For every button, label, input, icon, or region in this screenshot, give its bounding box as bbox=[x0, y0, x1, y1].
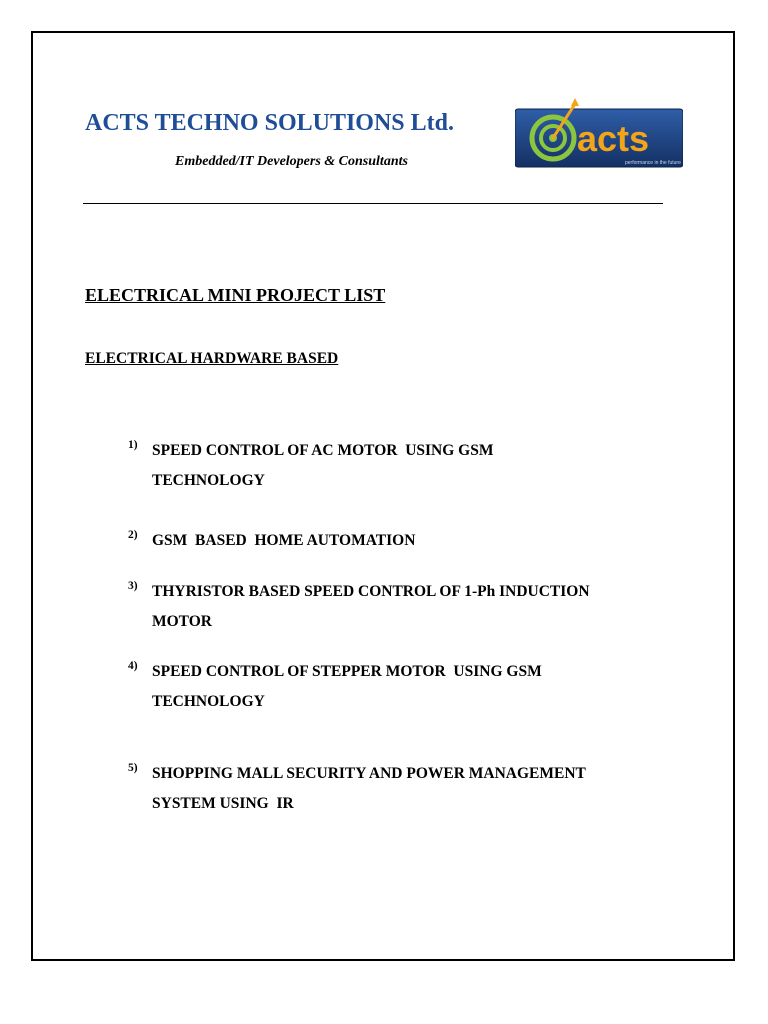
list-item bbox=[128, 577, 668, 637]
list-item-number: 4) bbox=[128, 660, 138, 672]
company-tagline: Embedded/IT Developers & Consultants bbox=[175, 154, 408, 169]
list-item bbox=[128, 657, 668, 717]
logo-slogan: performance in the future bbox=[625, 160, 681, 166]
document-title: ELECTRICAL MINI PROJECT LIST bbox=[85, 285, 386, 305]
list-item-text: SPEED CONTROL OF AC MOTOR USING GSM TECHNOLOGY bbox=[152, 442, 494, 489]
list-item bbox=[128, 436, 668, 496]
list-item-number: 5) bbox=[128, 762, 138, 774]
list-item-number: 1) bbox=[128, 439, 138, 451]
list-item-text: SHOPPING MALL SECURITY AND POWER MANAGEMENT SYSTEM USING IR bbox=[152, 765, 586, 812]
list-item-text: THYRISTOR BASED SPEED CONTROL OF 1-Ph INDUCTION MOTOR bbox=[152, 583, 590, 630]
list-item bbox=[128, 759, 668, 819]
logo-wordmark: acts bbox=[577, 118, 650, 159]
header-divider bbox=[83, 203, 663, 204]
page-border bbox=[31, 31, 735, 961]
list-item bbox=[128, 526, 668, 556]
list-item-number: 2) bbox=[128, 529, 138, 541]
section-subtitle: ELECTRICAL HARDWARE BASED bbox=[85, 350, 339, 367]
company-name: ACTS TECHNO SOLUTIONS Ltd. bbox=[85, 110, 454, 136]
list-item-text: GSM BASED HOME AUTOMATION bbox=[152, 532, 416, 549]
list-item-text: SPEED CONTROL OF STEPPER MOTOR USING GSM TECHNOLOGY bbox=[152, 663, 542, 710]
acts-logo bbox=[515, 98, 683, 168]
list-item-number: 3) bbox=[128, 580, 138, 592]
